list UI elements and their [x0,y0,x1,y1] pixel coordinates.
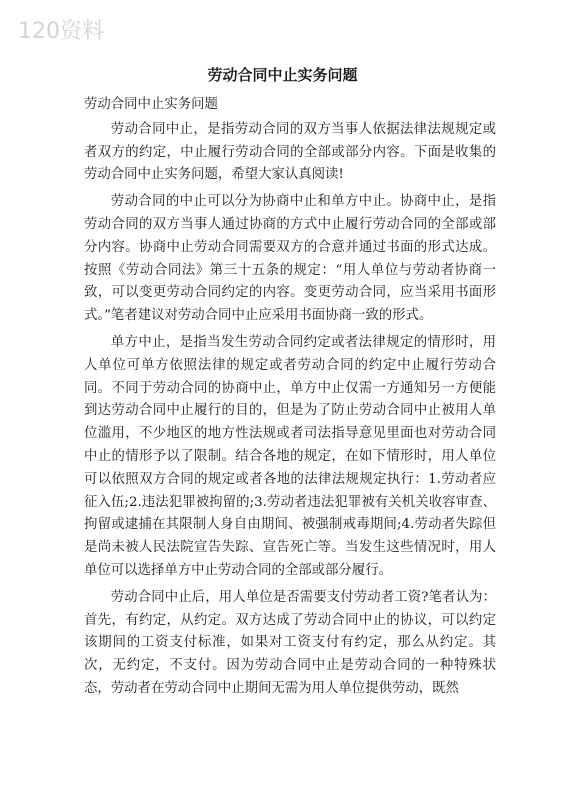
watermark-logo: 120资料 [18,19,104,44]
document-body [84,94,496,705]
document-title: 劳动合同中止实务问题 [207,66,358,84]
paragraph-wage-payment: 劳动合同中止后，用人单位是否需要支付劳动者工资?笔者认为：首先，有约定，从约定。双方达成了劳动合同中止的协议，可以约定该期间的工资支付标准，如果对工资支付有约定，那么从约定。其次，无约定，不支付。因为劳动合同中止是劳动合同的一种特殊状态，劳动者在劳动合同中止期间无需为用人单位提供劳动，既然 [84,589,496,696]
document-subtitle: 劳动合同中止实务问题 [84,97,218,112]
paragraph-intro: 劳动合同中止，是指劳动合同的双方当事人依据法律法规规定或者双方的约定，中止履行劳动合同的全部或部分内容。下面是收集的劳动合同中止实务问题，希望大家认真阅读! [84,121,496,183]
paragraph-unilateral-suspension: 单方中止，是指当发生劳动合同约定或者法律规定的情形时，用人单位可单方依照法律的规定或者劳动合同的约定中止履行劳动合同。不同于劳动合同的协商中止，单方中止仅需一方通知另一方便能到达劳动合同中止履行的目的，但是为了防止劳动合同中止被用人单位滥用，不少地区的地方性法规或者司法指导意见里面也对劳动合同中止的情形予以了限制。结合各地的规定，在如下情形时，用人单位可以依照双方合同的规定或者各地的法律法规规定执行：1.劳动者应征入伍;2.违法犯罪被拘留的;3.劳动者违法犯罪被有关机关收容审查、拘留或逮捕在其限制人身自由期间、被强制戒毒期间;4.劳动者失踪但是尚未被人民法院宣告失踪、宣告死亡等。当发生这些情况时，用人单位可以选择单方中止劳动合同的全部或部分履行。 [84,334,496,578]
paragraph-negotiated-suspension: 劳动合同的中止可以分为协商中止和单方中止。协商中止，是指劳动合同的双方当事人通过协商的方式中止履行劳动合同的全部或部分内容。协商中止劳动合同需要双方的合意并通过书面的形式达成。按照《劳动合同法》第三十五条的规定：“用人单位与劳动者协商一致，可以变更劳动合同约定的内容。变更劳动合同，应当采用书面形式。”笔者建议对劳动合同中止应采用书面协商一致的形式。 [84,194,496,324]
